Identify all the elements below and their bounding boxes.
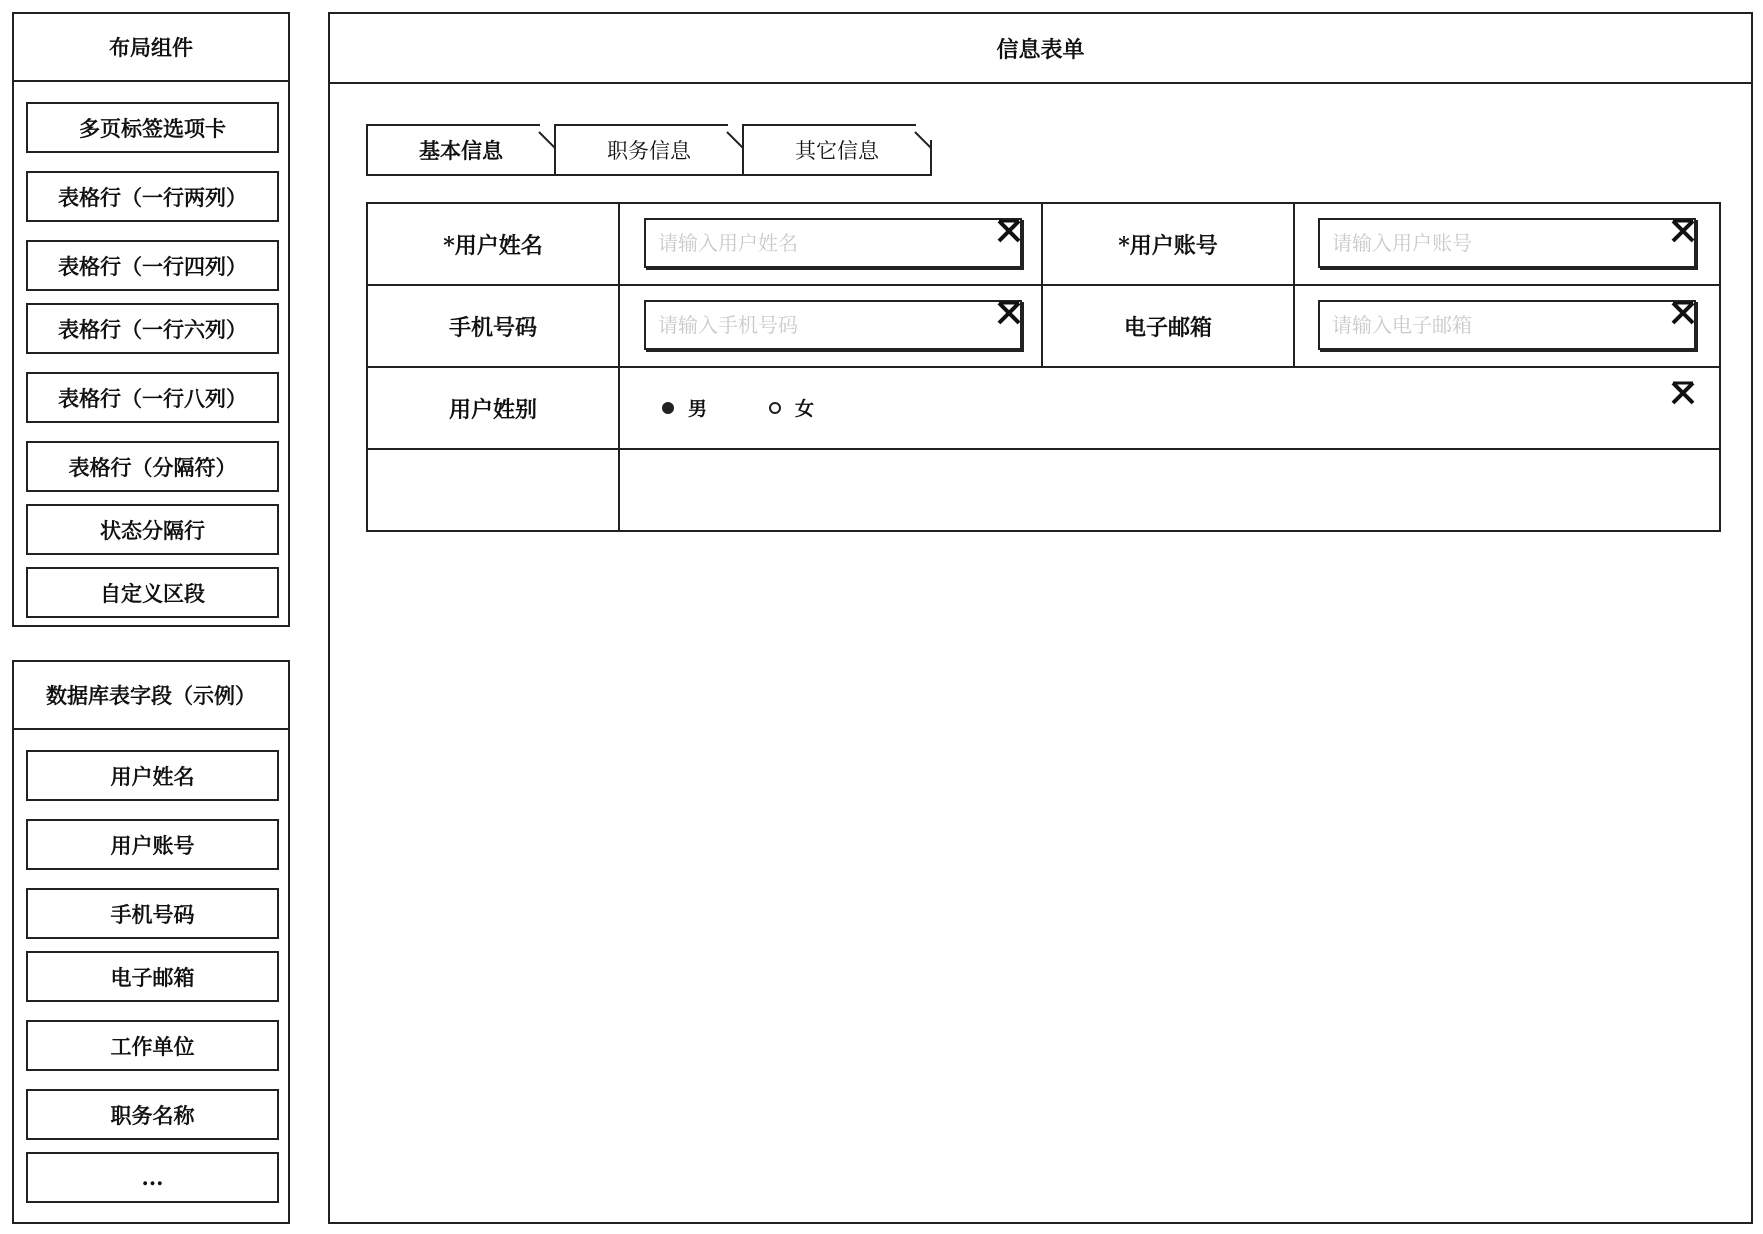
phone-input-box xyxy=(644,300,1022,350)
info-form-panel xyxy=(328,12,1753,1224)
close-icon[interactable] xyxy=(1670,300,1696,326)
email-input-box xyxy=(1318,300,1696,350)
field-panel-title: 数据库表字段（示例） xyxy=(14,662,288,730)
layout-panel-title: 布局组件 xyxy=(14,14,288,82)
field-user-name[interactable]: 用户姓名 xyxy=(26,750,279,801)
close-icon[interactable] xyxy=(1670,380,1696,406)
database-fields-panel xyxy=(12,660,290,1224)
radio-icon[interactable] xyxy=(769,402,781,414)
phone-input[interactable] xyxy=(658,302,1008,348)
component-row-6col[interactable]: 表格行（一行六列） xyxy=(26,303,279,354)
label-user-account: *用户账号 xyxy=(1043,204,1295,286)
tab-job-info[interactable] xyxy=(554,124,744,176)
label-email: 电子邮箱 xyxy=(1043,286,1295,368)
gender-option-male[interactable]: 男 xyxy=(688,398,708,420)
field-phone[interactable]: 手机号码 xyxy=(26,888,279,939)
label-gender: 用户姓别 xyxy=(368,368,620,450)
email-input[interactable] xyxy=(1332,302,1682,348)
close-icon[interactable] xyxy=(996,218,1022,244)
tab-basic-info-label: 基本信息 xyxy=(419,138,503,163)
tab-basic-info[interactable] xyxy=(366,124,556,176)
field-email[interactable]: 电子邮箱 xyxy=(26,951,279,1002)
tab-other-info-label: 其它信息 xyxy=(795,139,879,163)
component-row-8col[interactable]: 表格行（一行八列） xyxy=(26,372,279,423)
component-custom-section[interactable]: 自定义区段 xyxy=(26,567,279,618)
component-row-separator[interactable]: 表格行（分隔符） xyxy=(26,441,279,492)
field-job-title[interactable]: 职务名称 xyxy=(26,1089,279,1140)
layout-components-panel xyxy=(12,12,290,627)
component-status-separator[interactable]: 状态分隔行 xyxy=(26,504,279,555)
component-row-4col[interactable]: 表格行（一行四列） xyxy=(26,240,279,291)
radio-icon[interactable] xyxy=(662,402,674,414)
label-phone: 手机号码 xyxy=(368,286,620,368)
user-account-input-box xyxy=(1318,218,1696,268)
cell-empty-value[interactable] xyxy=(620,450,1719,530)
tab-job-info-label: 职务信息 xyxy=(607,139,691,163)
form-table xyxy=(366,202,1721,532)
gender-option-female[interactable]: 女 xyxy=(795,398,815,420)
close-icon[interactable] xyxy=(996,300,1022,326)
user-name-input[interactable] xyxy=(658,220,1008,266)
component-row-2col[interactable]: 表格行（一行两列） xyxy=(26,171,279,222)
gender-radio-group xyxy=(662,394,814,421)
component-multi-tab[interactable]: 多页标签选项卡 xyxy=(26,102,279,153)
field-user-account[interactable]: 用户账号 xyxy=(26,819,279,870)
field-more[interactable]: ... xyxy=(26,1152,279,1203)
form-title: 信息表单 xyxy=(330,14,1751,84)
user-account-input[interactable] xyxy=(1332,220,1682,266)
user-name-input-box xyxy=(644,218,1022,268)
field-work-unit[interactable]: 工作单位 xyxy=(26,1020,279,1071)
close-icon[interactable] xyxy=(1670,218,1696,244)
tab-other-info[interactable] xyxy=(742,124,932,176)
cell-empty-label xyxy=(368,450,620,530)
label-user-name: *用户姓名 xyxy=(368,204,620,286)
